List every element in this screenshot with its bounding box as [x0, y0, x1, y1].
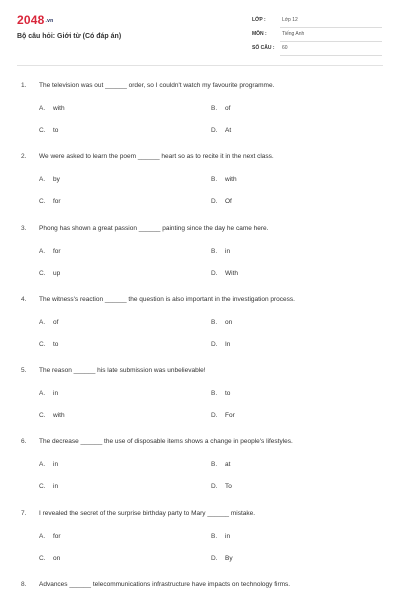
option-text: with	[53, 412, 65, 419]
question-item	[0, 510, 400, 582]
option-text: of	[53, 319, 59, 326]
option-letter: D.	[211, 270, 218, 277]
question-text: The television was out ______ order, so I couldn't watch my favourite programme.	[39, 82, 275, 89]
option-letter: B.	[211, 319, 218, 326]
option-text: in	[53, 483, 59, 490]
option-text: in	[53, 461, 59, 468]
answer-option-d[interactable]	[211, 412, 235, 419]
meta-value: Tiếng Anh	[282, 31, 305, 37]
answer-option-c[interactable]	[39, 127, 58, 134]
question-item	[0, 225, 400, 297]
option-text: to	[53, 127, 59, 134]
question-number: 1.	[21, 82, 27, 89]
question-item	[0, 296, 400, 368]
option-letter: C.	[39, 270, 46, 277]
answer-option-a[interactable]	[39, 319, 58, 326]
option-letter: D.	[211, 412, 218, 419]
question-text: The reason ______ his late submission was unbelievable!	[39, 367, 206, 374]
answer-option-a[interactable]	[39, 461, 58, 468]
answer-option-c[interactable]	[39, 412, 65, 419]
option-text: on	[225, 319, 233, 326]
option-letter: C.	[39, 341, 46, 348]
answer-option-c[interactable]	[39, 270, 60, 277]
option-letter: B.	[211, 533, 218, 540]
question-text: The decrease ______ the use of disposable items shows a change in people's lifestyles.	[39, 438, 293, 445]
answer-option-a[interactable]	[39, 533, 61, 540]
option-text: to	[225, 390, 231, 397]
option-letter: D.	[211, 198, 218, 205]
option-text: for	[53, 248, 61, 255]
option-text: to	[53, 341, 59, 348]
question-number: 5.	[21, 367, 27, 374]
meta-label: MÔN :	[252, 31, 267, 37]
option-text: For	[225, 412, 235, 419]
option-text: in	[225, 248, 231, 255]
question-number: 4.	[21, 296, 27, 303]
option-letter: C.	[39, 555, 46, 562]
answer-option-c[interactable]	[39, 341, 58, 348]
option-text: on	[53, 555, 61, 562]
question-number: 7.	[21, 510, 27, 517]
option-letter: D.	[211, 127, 218, 134]
option-letter: A.	[39, 248, 46, 255]
option-letter: A.	[39, 461, 46, 468]
answer-option-b[interactable]	[211, 319, 232, 326]
option-text: By	[225, 555, 233, 562]
answer-option-b[interactable]	[211, 461, 230, 468]
answer-option-c[interactable]	[39, 555, 60, 562]
option-letter: A.	[39, 319, 46, 326]
option-text: Of	[225, 198, 232, 205]
option-letter: B.	[211, 248, 218, 255]
option-text: At	[225, 127, 232, 134]
answer-option-b[interactable]	[211, 176, 237, 183]
option-text: In	[225, 341, 231, 348]
question-text: We were asked to learn the poem ______ heart so as to recite it in the next class.	[39, 153, 274, 160]
option-letter: D.	[211, 483, 218, 490]
option-letter: C.	[39, 127, 46, 134]
answer-option-a[interactable]	[39, 248, 61, 255]
answer-option-c[interactable]	[39, 198, 61, 205]
question-text: I revealed the secret of the surprise birthday party to Mary ______ mistake.	[39, 510, 256, 517]
option-letter: A.	[39, 176, 46, 183]
answer-option-b[interactable]	[211, 105, 230, 112]
answer-option-d[interactable]	[211, 483, 232, 490]
question-number: 3.	[21, 225, 27, 232]
answer-option-b[interactable]	[211, 533, 230, 540]
answer-option-d[interactable]	[211, 341, 230, 348]
question-item	[0, 367, 400, 439]
option-letter: B.	[211, 176, 218, 183]
option-letter: B.	[211, 105, 218, 112]
meta-label: SỐ CÂU :	[252, 45, 275, 51]
question-item	[0, 581, 400, 595]
option-letter: C.	[39, 198, 46, 205]
answer-option-d[interactable]	[211, 555, 233, 562]
answer-option-d[interactable]	[211, 127, 231, 134]
option-text: for	[53, 533, 61, 540]
option-letter: A.	[39, 105, 46, 112]
meta-value: 60	[282, 45, 288, 51]
question-number: 6.	[21, 438, 27, 445]
option-letter: B.	[211, 390, 218, 397]
option-text: with	[225, 176, 237, 183]
option-text: With	[225, 270, 238, 277]
answer-option-b[interactable]	[211, 390, 230, 397]
option-letter: C.	[39, 483, 46, 490]
question-item	[0, 153, 400, 225]
option-letter: C.	[39, 412, 46, 419]
option-text: To	[225, 483, 232, 490]
answer-option-d[interactable]	[211, 198, 232, 205]
option-text: up	[53, 270, 61, 277]
option-letter: D.	[211, 341, 218, 348]
question-item	[0, 82, 400, 154]
answer-option-a[interactable]	[39, 176, 60, 183]
option-text: at	[225, 461, 231, 468]
question-text: The witness's reaction ______ the question is also important in the investigation process.	[39, 296, 295, 303]
option-text: with	[53, 105, 65, 112]
option-letter: A.	[39, 533, 46, 540]
logo-suffix-text: .vn	[45, 18, 54, 24]
answer-option-a[interactable]	[39, 105, 65, 112]
option-text: of	[225, 105, 231, 112]
question-item	[0, 438, 400, 510]
logo-main-text: 2048	[17, 13, 45, 27]
option-text: by	[53, 176, 60, 183]
question-number: 2.	[21, 153, 27, 160]
option-text: in	[53, 390, 59, 397]
answer-option-c[interactable]	[39, 483, 58, 490]
option-letter: A.	[39, 390, 46, 397]
option-letter: B.	[211, 461, 218, 468]
meta-value: Lớp 12	[282, 17, 298, 23]
document-title: Bộ câu hỏi: Giới từ (Có đáp án)	[17, 33, 122, 40]
option-text: for	[53, 198, 61, 205]
question-text: Phong has shown a great passion ______ painting since the day he came here.	[39, 225, 269, 232]
question-text: Advances ______ telecommunications infrastructure have impacts on technology firms.	[39, 581, 291, 588]
meta-label: LỚP :	[252, 17, 266, 23]
option-letter: D.	[211, 555, 218, 562]
question-number: 8.	[21, 581, 27, 588]
answer-option-d[interactable]	[211, 270, 238, 277]
answer-option-b[interactable]	[211, 248, 230, 255]
option-text: in	[225, 533, 231, 540]
answer-option-a[interactable]	[39, 390, 58, 397]
